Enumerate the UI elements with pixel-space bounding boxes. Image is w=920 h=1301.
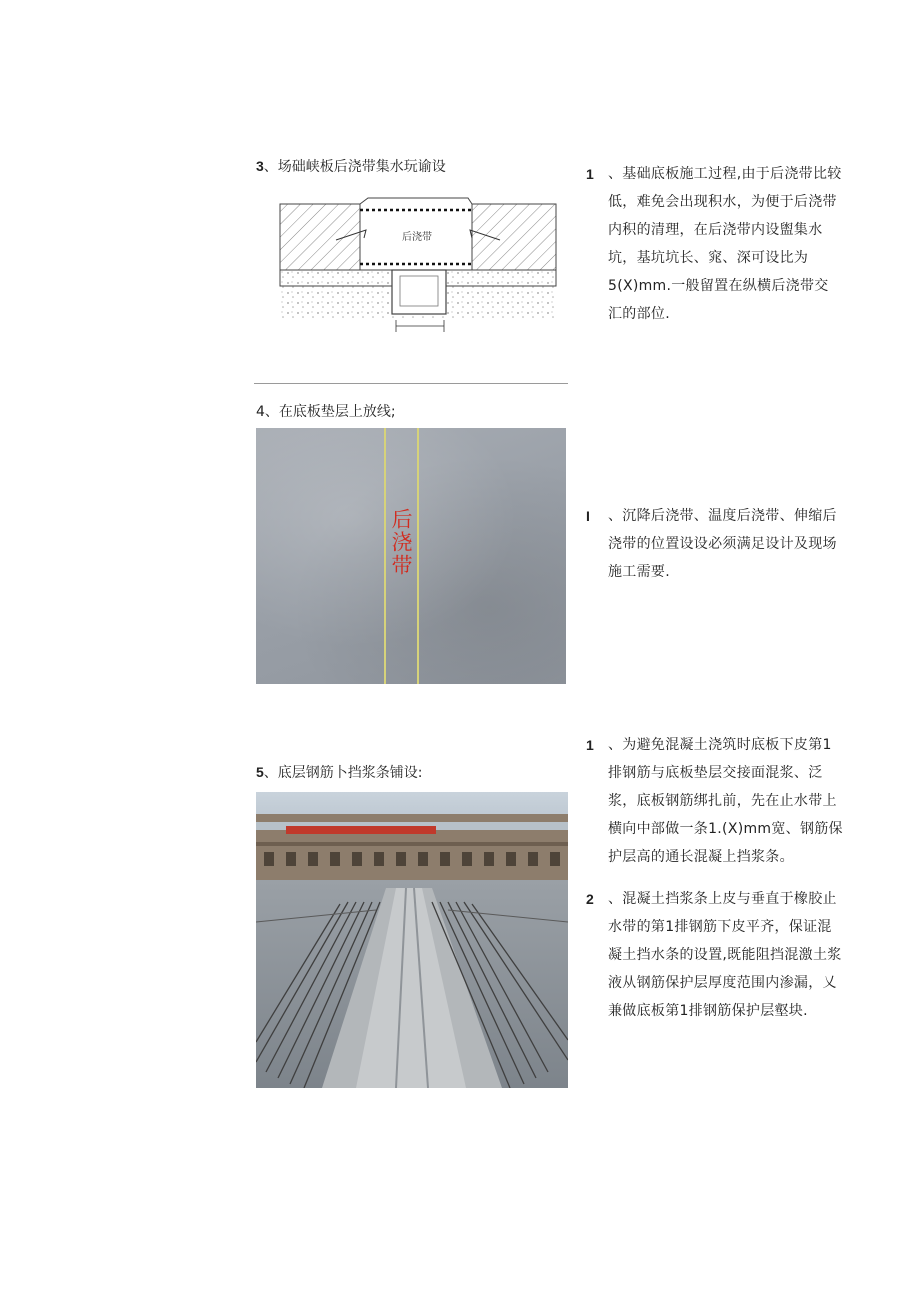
slab-layout-photo [256,428,566,684]
section-5-number: 5 [256,764,264,780]
point-number: 2 [586,891,594,907]
post-pour-strip-sump-diagram [276,190,562,338]
point-text: 、为避免混凝土浇筑时底板下皮第1排钢筋与底板垫层交接面混浆、泛浆，底板钢筋绑扎前，先在止水带上横向中部做一条1.(X)mm宽、钢筋保护层高的通长混凝上挡浆条。 [608,737,843,865]
section-5-heading [256,762,423,783]
section-3-title: 、场础峡板后浇带集水玩谕设 [263,159,446,175]
layout-line-right [417,428,419,684]
waterstop-strip-site-photo [256,792,568,1088]
section-3-point-1 [586,160,842,328]
section-5-point-1 [586,731,844,871]
section-5-title: 、底层钢筋卜挡浆条铺设: [263,765,423,781]
photo-label: 后浇带 [389,508,413,577]
layout-line-left [384,428,386,684]
point-number: 1 [586,166,594,182]
point-number: 1 [586,737,594,753]
section-divider [254,383,568,384]
section-3-number: 3 [256,158,264,174]
section-5-point-2 [586,885,844,1025]
diagram-label: 后浇带 [402,232,432,243]
section-4-point-1 [586,502,842,586]
point-text: 、基础底板施工过程,由于后浇带比较低，难免会出现积水，为便于后浇带内积的清理，在后浇带内设盥集水坑，基坑坑长、窕、深可设比为5(X)mm.一般留置在纵横后浇带交汇的部位. [608,166,842,322]
point-text: 、混凝土挡浆条上皮与垂直于橡胶止水带的第1排钢筋下皮平齐，保证混凝土挡水条的设置,既能阻挡混激土浆液从钢筋保护层厚度范围内渗漏，乂兼做底板第1排钢筋保护层壑块. [608,891,842,1019]
point-text: 、沉降后浇带、温度后浇带、伸缩后浇带的位置设设必须满足设计及现场施工需要. [608,508,837,580]
section-3-heading [256,156,446,177]
section-4-heading: 4、在底板垫层上放线; [256,404,396,420]
point-number: I [586,508,590,524]
